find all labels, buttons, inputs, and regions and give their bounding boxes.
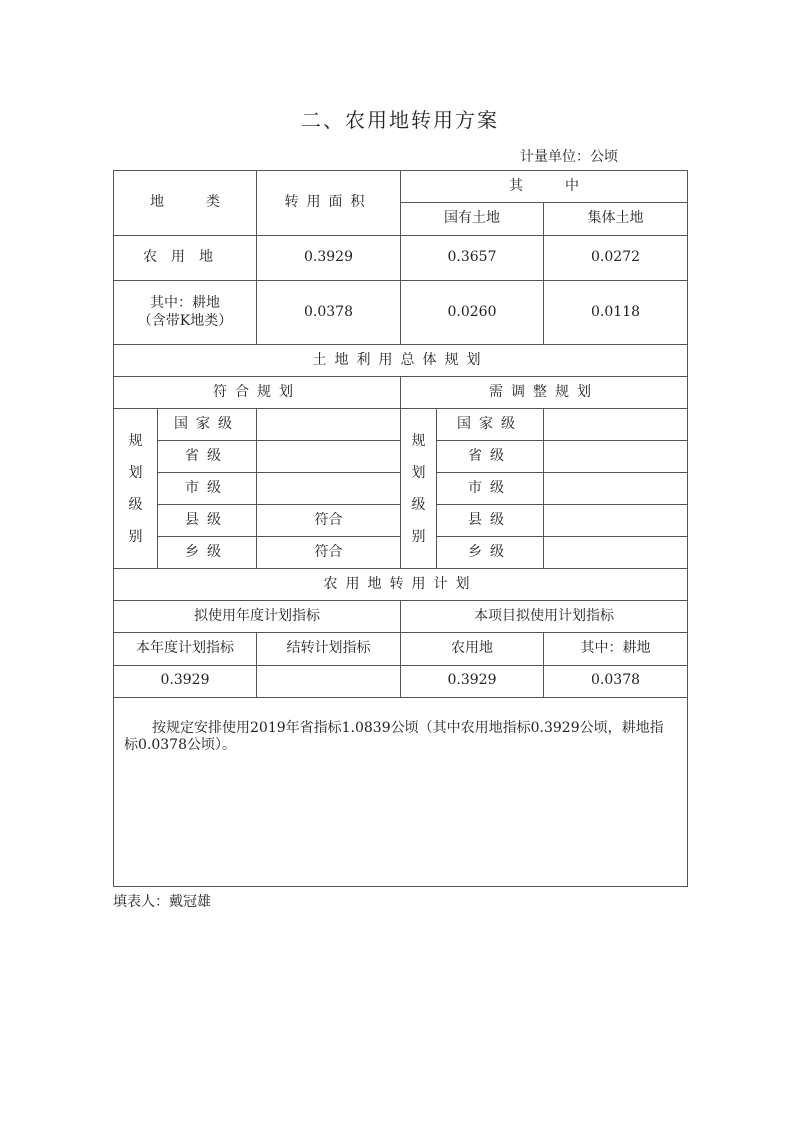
row-arable-collective: 0.0118 (544, 281, 688, 345)
level-char: 划 (411, 464, 426, 481)
remarks-text: 按规定安排使用2019年省指标1.0839公顷（其中农用地指标0.3929公顷，耕地指标0.0378公顷）。 (114, 697, 688, 886)
adjust-province (544, 441, 688, 473)
header-area: 转用面积 (257, 171, 401, 236)
conform-city (257, 473, 401, 505)
level-township-left: 乡级 (158, 537, 257, 569)
header-among: 其 中 (401, 171, 688, 203)
adjust-township (544, 537, 688, 569)
level-township-right: 乡级 (437, 537, 544, 569)
section-plan-title: 土地利用总体规划 (114, 345, 688, 377)
header-land-type: 地 类 (114, 171, 257, 236)
this-year-header: 本年度计划指标 (114, 633, 257, 665)
conform-county: 符合 (257, 505, 401, 537)
level-county-left: 县级 (158, 505, 257, 537)
level-char: 规 (128, 432, 143, 449)
level-county-right: 县级 (437, 505, 544, 537)
row-arable-label (114, 281, 257, 345)
plan-adjust-header: 需调整规划 (401, 377, 688, 409)
page-title: 二、农用地转用方案 (301, 108, 499, 132)
conform-national (257, 409, 401, 441)
level-char: 级 (128, 496, 143, 513)
level-national-right: 国家级 (437, 409, 544, 441)
header-collective: 集体土地 (544, 203, 688, 236)
project-plan-header: 本项目拟使用计划指标 (401, 601, 688, 633)
this-year-value: 0.3929 (114, 665, 257, 697)
conversion-table (113, 170, 688, 887)
project-arable-value: 0.0378 (544, 665, 688, 697)
level-label-left (114, 409, 158, 569)
row-farm-label: 农用地 (114, 236, 257, 281)
unit-label: 计量单位：公顷 (520, 149, 618, 165)
row-farm-area: 0.3929 (257, 236, 401, 281)
section-conversion-title: 农用地转用计划 (114, 569, 688, 601)
project-farm-header: 农用地 (401, 633, 544, 665)
row-arable-state: 0.0260 (401, 281, 544, 345)
level-city-right: 市级 (437, 473, 544, 505)
level-char: 规 (411, 432, 426, 449)
conform-province (257, 441, 401, 473)
level-char: 级 (411, 496, 426, 513)
level-label-right (401, 409, 437, 569)
conform-township: 符合 (257, 537, 401, 569)
filler-label: 填表人：戴冠雄 (113, 894, 211, 910)
level-national-left: 国家级 (158, 409, 257, 441)
header-state-owned: 国有土地 (401, 203, 544, 236)
level-char: 划 (128, 464, 143, 481)
level-char: 别 (411, 528, 426, 545)
row-arable-label-line2: （含带K地类） (137, 312, 233, 329)
project-farm-value: 0.3929 (401, 665, 544, 697)
row-farm-collective: 0.0272 (544, 236, 688, 281)
project-arable-header: 其中：耕地 (544, 633, 688, 665)
row-farm-state: 0.3657 (401, 236, 544, 281)
level-province-right: 省级 (437, 441, 544, 473)
annual-plan-header: 拟使用年度计划指标 (114, 601, 401, 633)
adjust-city (544, 473, 688, 505)
carry-over-value (257, 665, 401, 697)
adjust-county (544, 505, 688, 537)
adjust-national (544, 409, 688, 441)
level-province-left: 省级 (158, 441, 257, 473)
row-arable-area: 0.0378 (257, 281, 401, 345)
row-arable-label-line1: 其中：耕地 (150, 295, 220, 312)
carry-over-header: 结转计划指标 (257, 633, 401, 665)
level-city-left: 市级 (158, 473, 257, 505)
level-char: 别 (128, 528, 143, 545)
plan-conform-header: 符合规划 (114, 377, 401, 409)
